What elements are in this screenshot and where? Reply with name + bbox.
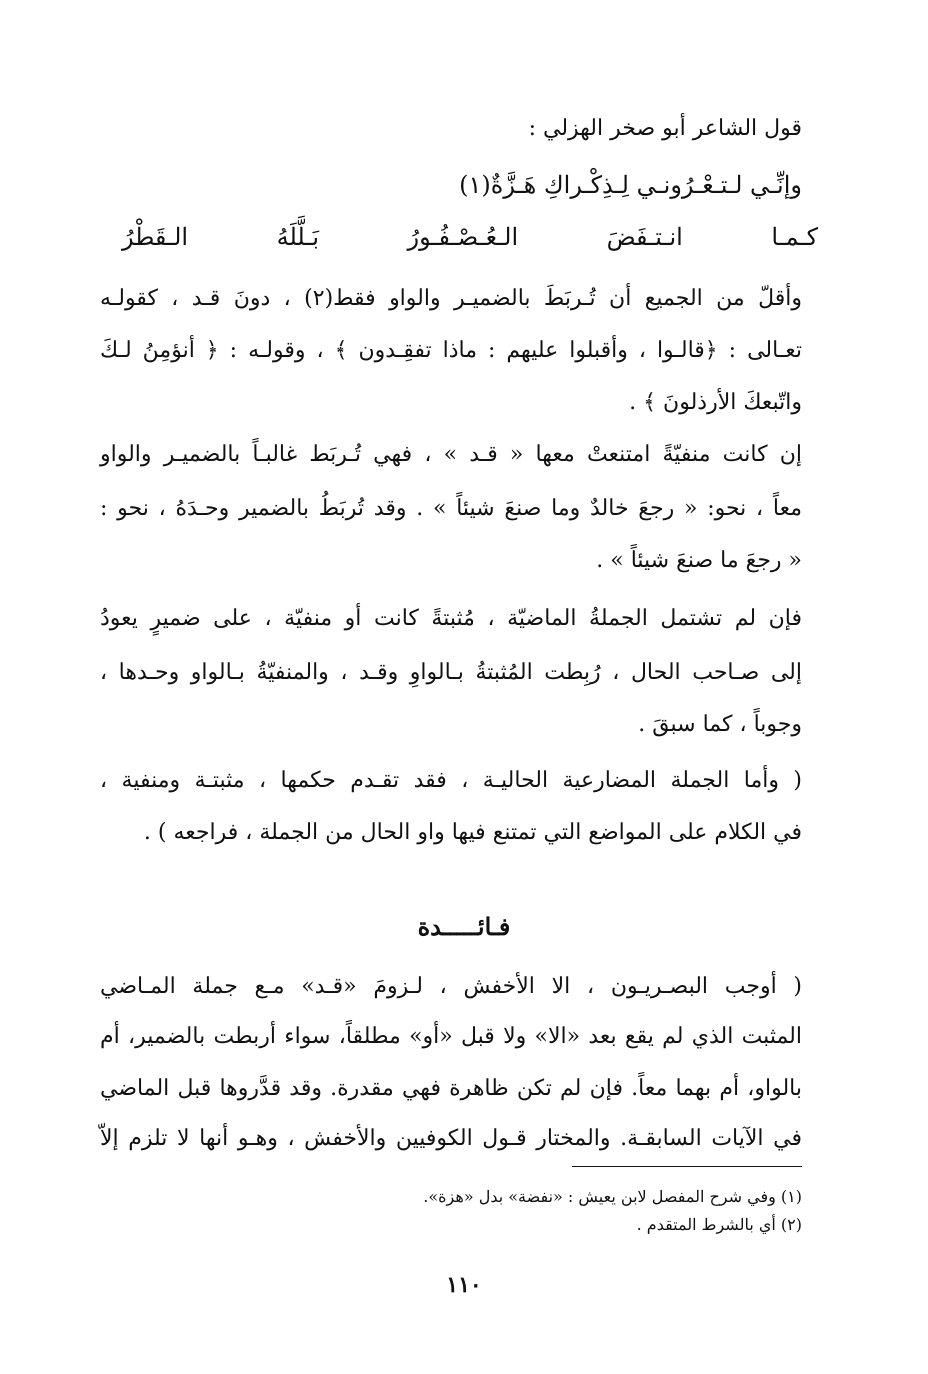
paragraph-4-line-2: في الكلام على المواضع التي تمتنع فيها واو الحال من الجملة ، فراجعه ) .	[143, 820, 802, 845]
footnote-divider	[572, 1166, 802, 1167]
paragraph-1-line-1: وأقلّ من الجميع أن تُـربَطَ بالضميـر والواو فقط(٢) ، دونَ قـد ، كقولـه	[100, 286, 802, 311]
paragraph-5-line-3: بالواو، أم بهما معاً. فإن لم تكن ظاهرة فهي مقدرة. وقد قدَّروها قبل الماضي	[100, 1076, 802, 1101]
paragraph-3-line-3: وجوباً ، كما سبقَ .	[638, 712, 802, 737]
paragraph-1-line-3: واتّبعكَ الأرذلونَ ﴾ .	[629, 390, 802, 415]
intro-line: قول الشاعر أبو صخر الهزلي :	[528, 116, 802, 141]
paragraph-2-line-3: « رجعَ ما صنعَ شيئاً » .	[596, 548, 802, 573]
verse-line-2: كـمـا انـتـفَضَ الـعُـصْـفُـورُ بَـلَّلَهُ الـقَطْرُ	[122, 223, 818, 251]
footnote-2: (٢) أي بالشرط المتقدم .	[636, 1215, 802, 1234]
paragraph-3-line-1: فإن لم تشتمل الجملةُ الماضيّة ، مُثبتةً كانت أو منفيّة ، على ضميرٍ يعودُ	[100, 606, 802, 631]
verse-line-1: وإنِّـي لـتـعْـرُونـي لِـذِكْـراكِ هَـزَّةٌ(١)	[459, 171, 802, 199]
page-number: ١١٠	[446, 1272, 482, 1298]
paragraph-2-line-1: إن كانت منفيّةً امتنعتْ معها « قـد » ، فهي تُـربَط غالبـاً بالضميـر والواو	[100, 442, 802, 467]
footnote-1: (١) وفي شرح المفصل لابن يعيش : «نفضة» بدل «هزة».	[423, 1187, 802, 1206]
paragraph-5-line-4: في الآيات السابقـة. والمختار قـول الكوفيين والأخفش ، وهـو أنها لا تلزم إلاّ	[100, 1126, 802, 1151]
paragraph-5-line-2: المثبت الذي لم يقع بعد «الا» ولا قبل «أو» مطلقاً، سواء أربطت بالضمير، أم	[100, 1024, 802, 1049]
section-heading: فـائـــــدة	[417, 912, 511, 941]
paragraph-1-line-2: تعـالى : ﴿قالـوا ، وأقبلوا عليهم : ماذا تفقِـدون ﴾ ، وقولـه : ﴿ أنؤمِنُ لـكَ	[100, 338, 802, 363]
paragraph-4-line-1: ( وأما الجملة المضارعية الحاليـة ، فقد تقـدم حكمها ، مثبتـة ومنفية ،	[100, 768, 802, 793]
paragraph-5-line-1: ( أوجب البصـريـون ، الا الأخفش ، لـزومَ «قـد» مـع جملة المـاضي	[100, 974, 802, 999]
paragraph-2-line-2: معاً ، نحو: « رجعَ خالدٌ وما صنعَ شيئاً » . وقد تُربَطُ بالضمير وحـدَهُ ، نحو :	[100, 496, 802, 521]
paragraph-3-line-2: إلى صـاحب الحال ، رُبِطت المُثبتةُ بـالواوِ وقـد ، والمنفيّةُ بـالواو وحـدها ،	[100, 660, 802, 685]
